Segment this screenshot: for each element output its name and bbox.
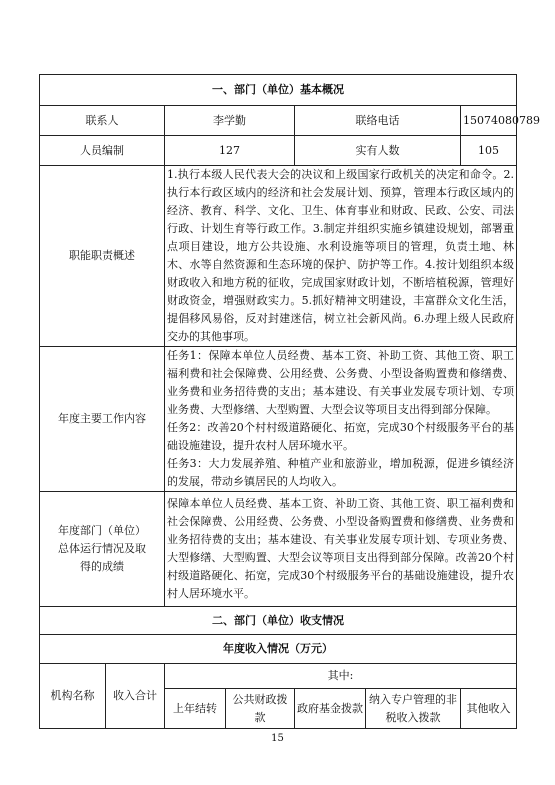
annual-tasks-label: 年度主要工作内容 <box>40 347 165 492</box>
planned-staff-value: 127 <box>165 136 295 166</box>
of-which-header: 其中: <box>165 664 517 689</box>
col-carryover: 上年结转 <box>165 689 226 729</box>
task-2: 任务2：改善20个村村级道路硬化、拓宽，完成30个村级服务平台的基础设施建设，提升农村人居环境水平。 <box>167 421 515 452</box>
functions-text: 1.执行本级人民代表大会的决议和上级国家行政机关的决定和命令。2.执行本行政区域内的经济和社会发展计划、预算，管理本行政区域内的经济、教育、科学、文化、卫生、体育事业和财政、民政、公安、司法行政、计划生育等行政工作。3.制定并组织实施乡镇建设规划，部署重点项目建设，地方公共设施、水利设施等项目的管理，负责土地、林木、水等自然资源和生态环境的保护、防护等工作。4.按计划组织本级财政收入和地方税的征收，完成国家财政计划，不断培植税源，管理好财政资金，增强财政实力。5.抓好精神文明建设，丰富群众文化生活，提倡移风易俗，反对封建迷信，树立社会新风尚。6.办理上级人民政府交办的其他事项。 <box>165 166 517 347</box>
col-gov-fund: 政府基金拨款 <box>295 689 366 729</box>
contact-label: 联系人 <box>40 106 165 136</box>
income-table-title: 年度收入情况（万元） <box>40 635 517 664</box>
col-non-tax: 纳入专户管理的非税收入拨款 <box>366 689 461 729</box>
org-name-header: 机构名称 <box>40 664 106 729</box>
performance-label-line: 总体运行情况及取 <box>58 542 146 555</box>
actual-staff-label: 实有人数 <box>295 136 461 166</box>
phone-value: 15074080789 <box>461 106 517 136</box>
col-public-finance: 公共财政拨款 <box>226 689 295 729</box>
income-total-header: 收入合计 <box>106 664 165 729</box>
section-basic-info-title: 一、部门（单位）基本概况 <box>40 75 517 106</box>
task-3: 任务3：大力发展养殖、种植产业和旅游业，增加税源，促进乡镇经济的发展，带动乡镇居民的人均收入。 <box>167 457 515 488</box>
performance-label <box>40 492 165 607</box>
planned-staff-label: 人员编制 <box>40 136 165 166</box>
phone-label: 联络电话 <box>295 106 461 136</box>
actual-staff-value: 105 <box>461 136 517 166</box>
task-1: 任务1：保障本单位人员经费、基本工资、补助工资、其他工资、职工福利费和社会保障费、公用经费、公务费、小型设备购置费和修缮费、业务费和业务招待费的支出；基本建设、有关事业发展专项计划、专项业务费、大型修缮、大型购置、大型会议等项目支出得到部分保障。 <box>167 349 515 416</box>
col-other-income: 其他收入 <box>461 689 517 729</box>
performance-label-line: 年度部门（单位） <box>58 524 146 537</box>
section-income-expense-title: 二、部门（单位）收支情况 <box>40 607 517 635</box>
page-number: 15 <box>271 733 284 744</box>
document-table <box>39 74 540 729</box>
performance-label-line: 得的成绩 <box>80 560 124 573</box>
functions-label: 职能职责概述 <box>40 166 165 347</box>
contact-value: 李学勤 <box>165 106 295 136</box>
performance-text: 保障本单位人员经费、基本工资、补助工资、其他工资、职工福利费和社会保障费、公用经费、公务费、小型设备购置费和修缮费、业务费和业务招待费的支出；基本建设、有关事业发展专项计划、专项业务费、大型修缮、大型购置、大型会议等项目支出得到部分保障。改善20个村村级道路硬化、拓宽，完成30个村级服务平台的基础设施建设，提升农村人居环境水平。 <box>165 492 517 607</box>
annual-tasks-content <box>165 347 517 492</box>
